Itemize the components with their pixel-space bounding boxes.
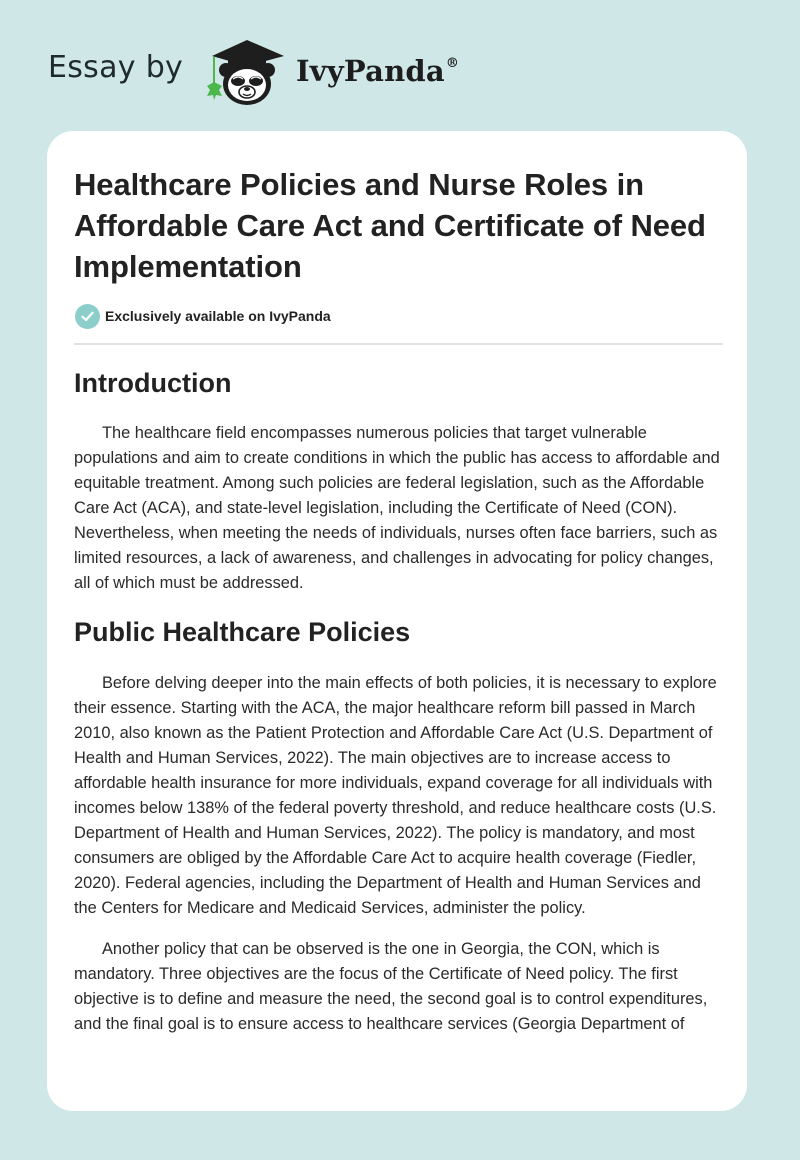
brand-name-text: IvyPanda <box>296 54 445 88</box>
section-heading: Introduction <box>74 368 232 398</box>
essay-card <box>47 131 747 1111</box>
registered-mark: ® <box>445 56 460 71</box>
panda-graduate-logo-icon[interactable] <box>202 36 292 108</box>
section-introduction <box>74 366 724 596</box>
divider <box>74 343 723 345</box>
exclusive-badge <box>74 303 724 329</box>
section-public-healthcare-policies <box>74 615 724 1037</box>
brand-header <box>0 0 800 130</box>
brand-name[interactable] <box>296 54 459 88</box>
paragraph: Before delving deeper into the main effects of both policies, it is necessary to explore their essence. Starting with the ACA, the major healthcare reform bill passed in March 2010, also known as the Patient Protection and Affordable Care Act (U.S. Department of Health and Human Services, 2022). The main objectives are to increase access to affordable health insurance for more individuals, expand coverage for all individuals with incomes below 138% of the federal poverty threshold, and reduce healthcare costs (U.S. Department of Health and Human Services, 2022). The policy is mandatory, and most consumers are obliged by the Affordable Care Act to acquire health coverage (Fiedler, 2020). Federal agencies, including the Department of Health and Human Services and the Centers for Medicare and Medicaid Services, administer the policy. <box>74 674 717 917</box>
paragraph: The healthcare field encompasses numerous policies that target vulnerable populations and aim to create conditions in which the public has access to affordable and equitable treatment. Among such policies are federal legislation, such as the Affordable Care Act (ACA), and state-level legislation, including the Certificate of Need (CON). Nevertheless, when meeting the needs of individuals, nurses often face barriers, such as limited resources, a lack of awareness, and challenges in advocating for policy changes, all of which must be addressed. <box>74 424 720 592</box>
essay-content <box>74 164 724 1037</box>
paragraph: Another policy that can be observed is the one in Georgia, the CON, which is mandatory. Three objectives are the focus of the Certificate of Need policy. The first objective is to define and measure the need, the second goal is to control expenditures, and the final goal is to ensure access to healthcare services (Georgia Department of <box>74 940 708 1033</box>
section-heading: Public Healthcare Policies <box>74 617 411 647</box>
brand-prefix: Essay by <box>48 50 184 85</box>
check-circle-icon <box>75 304 100 329</box>
badge-text: Exclusively available on IvyPanda <box>105 308 331 324</box>
page-title: Healthcare Policies and Nurse Roles in Affordable Care Act and Certificate of Need Implementation <box>74 167 706 284</box>
